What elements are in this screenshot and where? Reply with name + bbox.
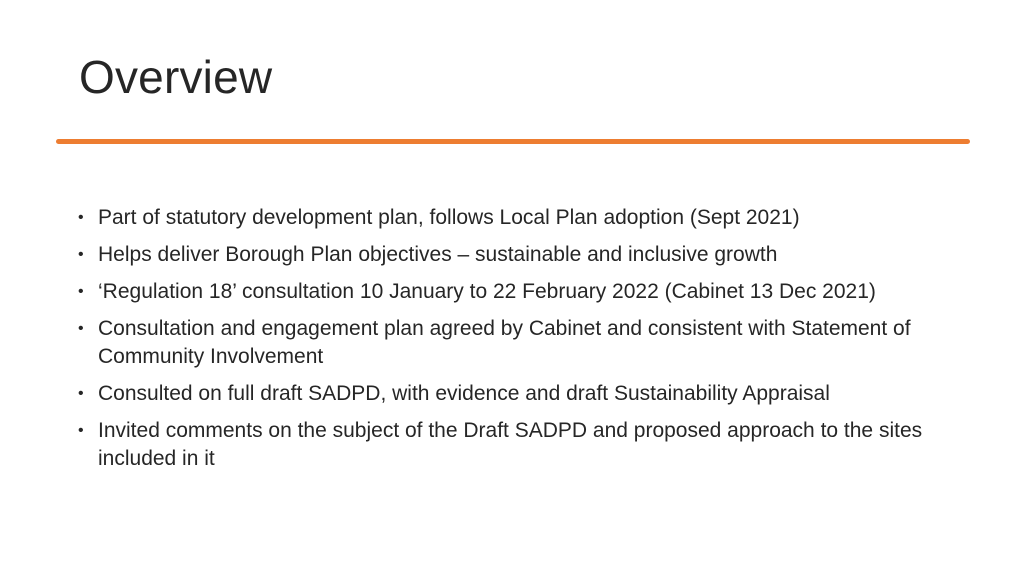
bullet-item [78,380,958,408]
bullet-list [78,204,958,482]
bullet-text: ‘Regulation 18’ consultation 10 January to 22 February 2022 (Cabinet 13 Dec 2021) [98,280,876,303]
bullet-item [78,241,958,269]
bullet-text: Invited comments on the subject of the Draft SADPD and proposed approach to the sites included in it [98,419,923,470]
bullet-text: Helps deliver Borough Plan objectives – sustainable and inclusive growth [98,243,778,266]
bullet-icon: • [78,385,84,402]
bullet-text: Part of statutory development plan, follows Local Plan adoption (Sept 2021) [98,206,800,229]
bullet-icon: • [78,209,84,226]
bullet-icon: • [78,320,84,337]
bullet-item [78,417,958,473]
bullet-text: Consultation and engagement plan agreed by Cabinet and consistent with Statement of Community Involvement [98,317,911,368]
bullet-icon: • [78,422,84,439]
bullet-icon: • [78,283,84,300]
bullet-item [78,315,958,371]
bullet-item [78,204,958,232]
slide-title: Overview [79,51,273,103]
bullet-item [78,278,958,306]
bullet-icon: • [78,246,84,263]
bullet-text: Consulted on full draft SADPD, with evidence and draft Sustainability Appraisal [98,382,830,405]
title-underline [56,139,970,144]
